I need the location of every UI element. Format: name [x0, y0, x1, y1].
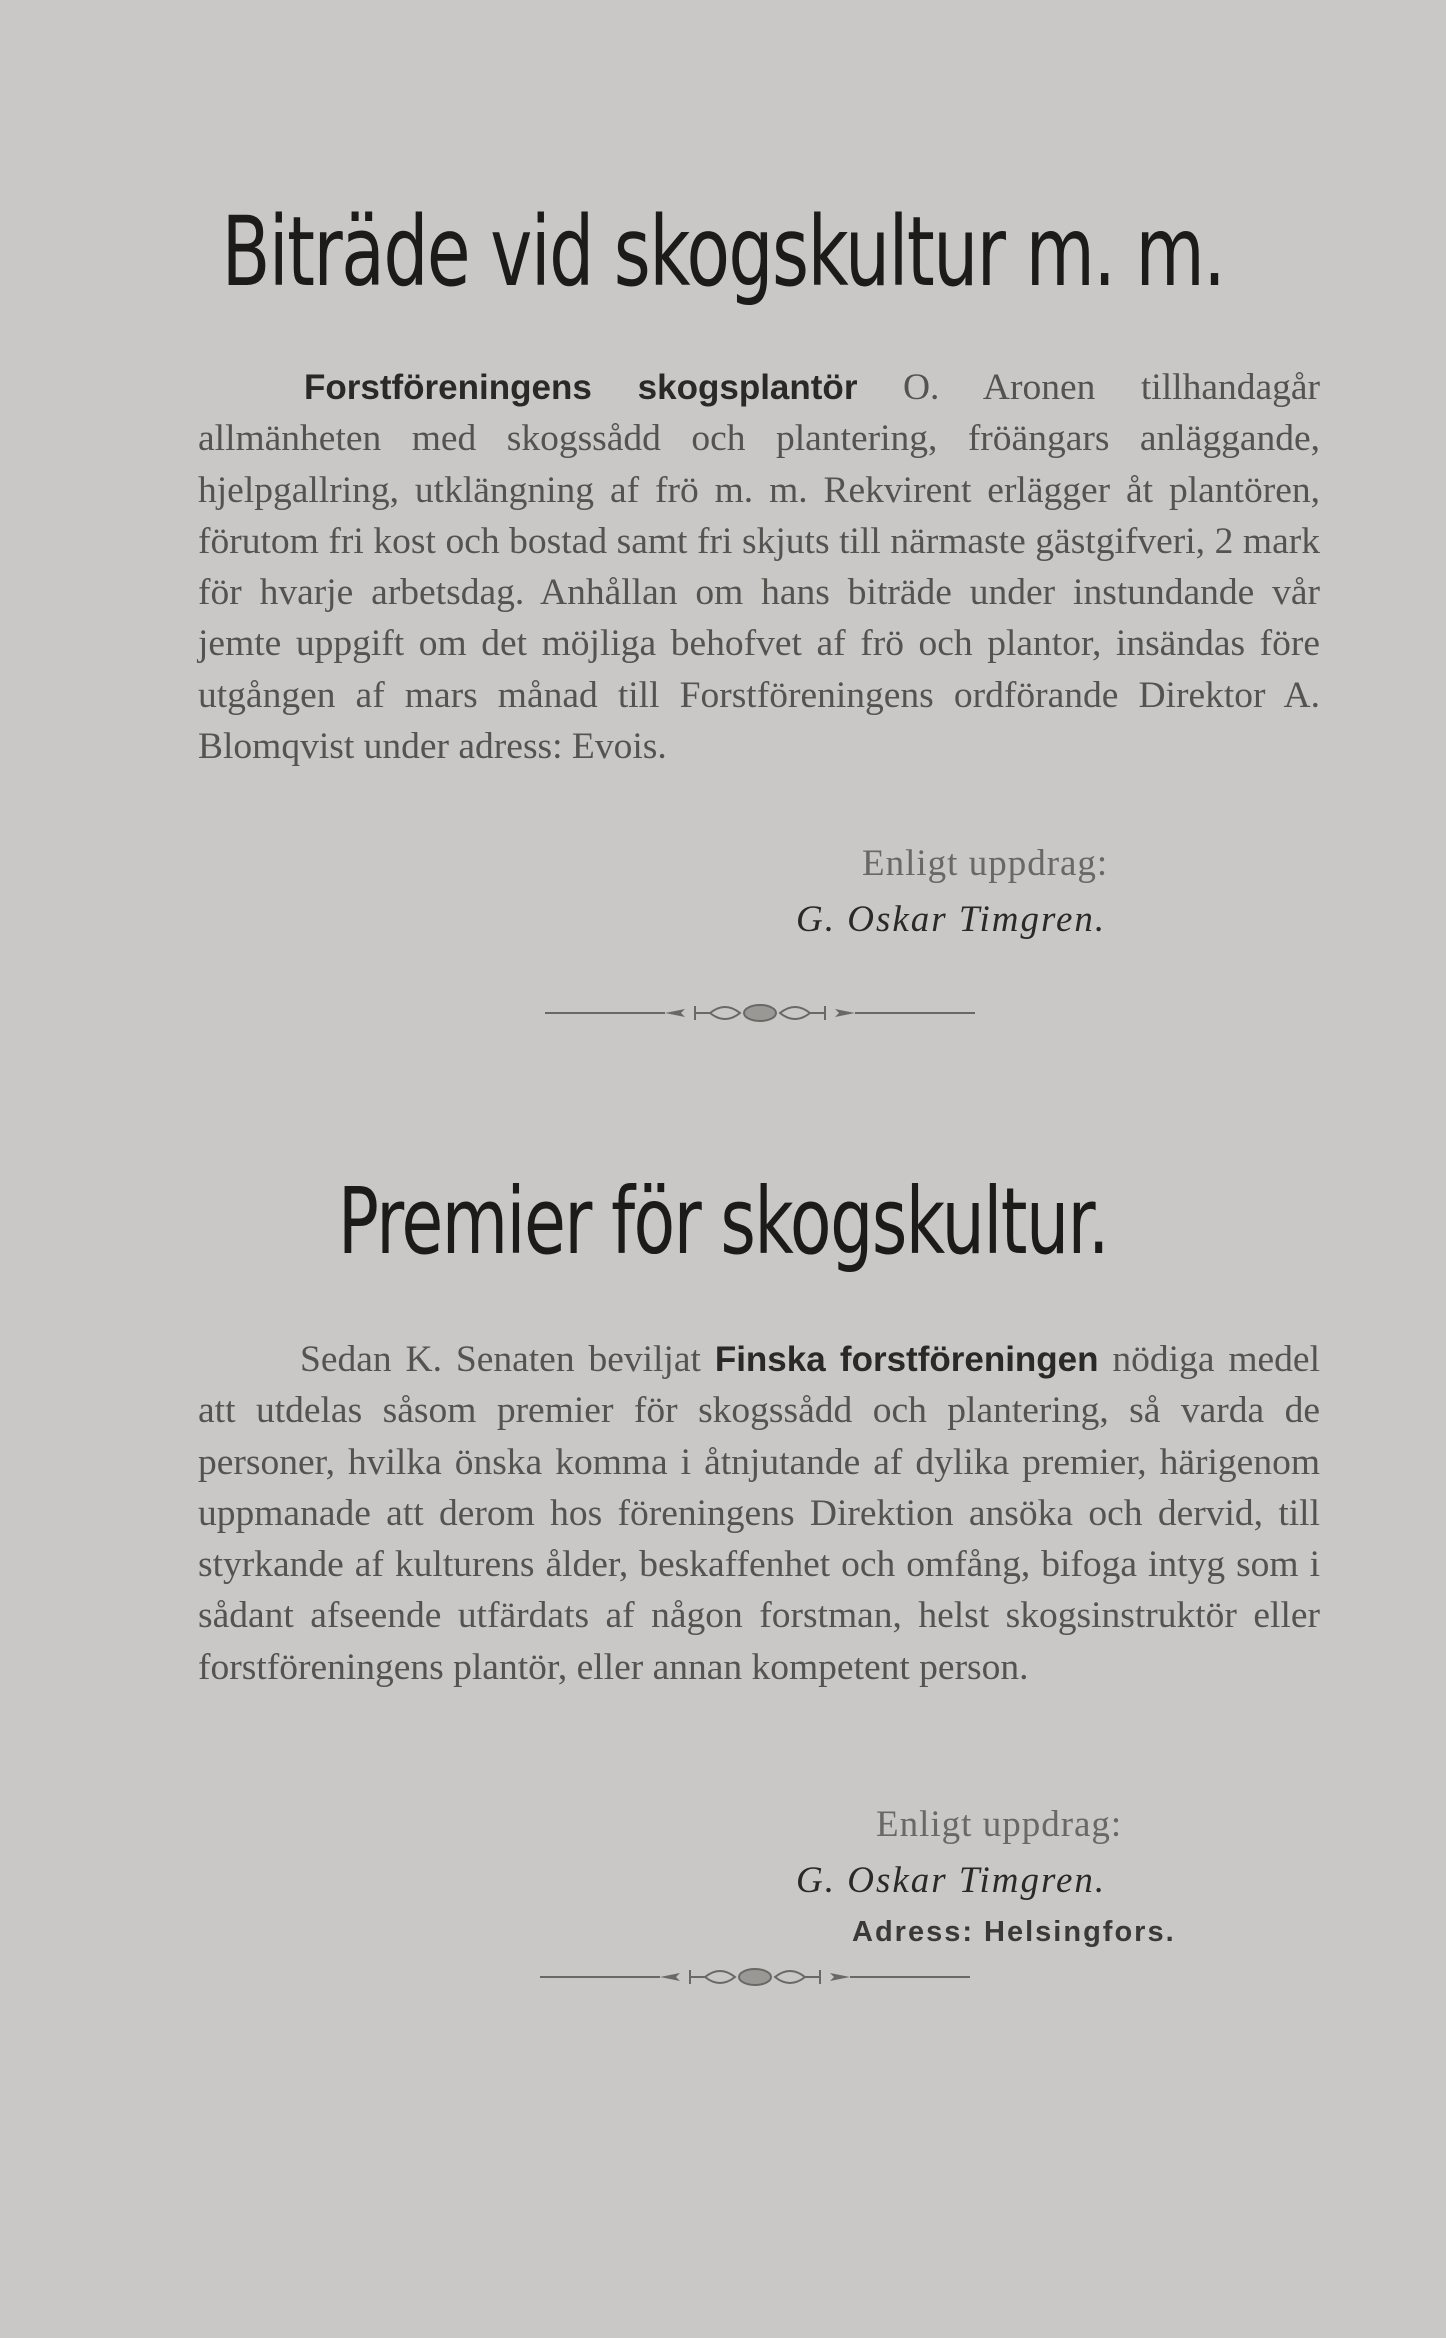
section-paragraph-bitrade [198, 362, 1320, 772]
lead-bold-text: Forstföreningens skogsplantör [304, 368, 858, 407]
signature-name: G. Oskar Timgren. [796, 899, 1107, 940]
ornament-divider-icon [545, 996, 975, 1030]
address-line: Adress: Helsingfors. [852, 1916, 1176, 1948]
paragraph-body: O. Aronen tillhandagår allmänheten med skogssådd och plantering, fröängars anläggande, hjelpgallring, utklängning af frö m. m. Rekvirent erlägger åt plantören, förutom fri kost och bostad samt fri skjuts till närmaste gästgifveri, 2 mark för hvarje arbetsdag. Anhållan om hans biträde under instundande vår jemte uppgift om det möjliga behofvet af frö och plantor, insändas före utgången af mars månad till Forstföreningens ordförande Direktor A. Blomqvist under adress: Evois. [198, 367, 1320, 768]
signature-label: Enligt uppdrag: [862, 843, 1109, 884]
section-paragraph-premier [198, 1334, 1320, 1693]
signature-name: G. Oskar Timgren. [796, 1860, 1107, 1901]
section-heading-bitrade: Biträde vid skogskultur m. m. [221, 196, 1225, 308]
paragraph-body-start: Sedan K. Senaten beviljat [300, 1339, 715, 1380]
ornament-divider-icon [540, 1960, 970, 1994]
paragraph-body-rest: nödiga medel att utdelas såsom premier för skogssådd och plantering, så varda de personer, hvilka önska komma i åtnjutande af dylika premier, härigenom uppmanade att derom hos föreningens Direktion ansöka och dervid, till styrkande af kulturens ålder, beskaffenhet och omfång, bifoga intyg som i sådant afseende utfärdats af någon forstman, helst skogsinstruktör eller forstföreningens plantör, eller annan kompetent person. [198, 1339, 1320, 1688]
signature-label: Enligt uppdrag: [876, 1804, 1123, 1845]
section-heading-premier: Premier för skogskultur. [337, 1168, 1109, 1275]
bold-organization: Finska forstföreningen [714, 1340, 1099, 1379]
